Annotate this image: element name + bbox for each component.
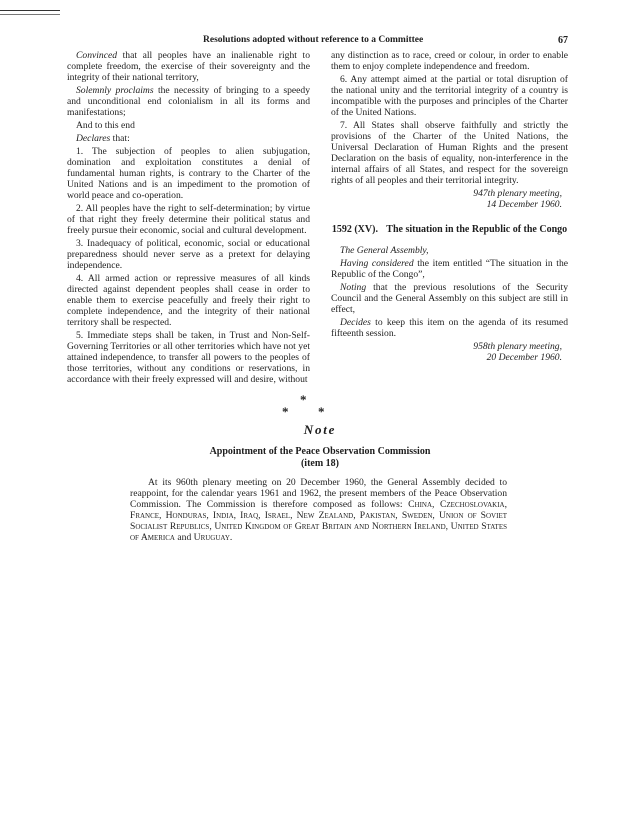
resolution-number: 1592 (XV). bbox=[331, 224, 378, 235]
declaration-item-7: 7. All States shall observe faithfully and strictly the provisions of the Charter of the United Nations, the Universal Declaration of Human Rights and the present Declaration on the basis of equality, non-interference in the internal affairs of all States, and respect for the sovereign rights of all peoples and their territorial integrity. bbox=[331, 120, 568, 186]
paragraph-proclaims bbox=[67, 85, 310, 118]
item-5-continuation: any distinction as to race, creed or colour, in order to enable them to enjoy complete independence and freedom. bbox=[331, 50, 568, 72]
lead-convinced: Convinced bbox=[76, 50, 118, 61]
resolution-title: The situation in the Republic of the Congo bbox=[386, 224, 568, 235]
note-title: Note bbox=[303, 422, 337, 437]
separator-star: * bbox=[300, 392, 307, 407]
member-list: China, Czechoslovakia, France, Honduras, India, Iraq, Israel, New Zealand, Pakistan, Sweden, Union of Soviet Socialist Republics, United Kingdom of Great Britain and Northern Ireland, United States of America bbox=[130, 499, 507, 543]
paragraph-decides bbox=[331, 317, 568, 339]
top-rule-secondary bbox=[0, 14, 60, 15]
text-having: the item entitled “The situation in the Republic of the Congo”, bbox=[331, 257, 568, 280]
appointment-end: . bbox=[229, 532, 233, 543]
paragraph-having bbox=[331, 258, 568, 280]
section-separator bbox=[270, 392, 340, 421]
declaration-item-2: 2. All peoples have the right to self-determination; by virtue of that right they freely determine their political status and freely pursue their economic, social and cultural development. bbox=[67, 203, 310, 236]
left-column bbox=[67, 50, 310, 387]
resolution-1592-heading bbox=[331, 224, 568, 236]
top-rule bbox=[0, 10, 60, 11]
declaration-item-1: 1. The subjection of peoples to alien subjugation, domination and exploitation constitutes a denial of fundamental human rights, is contrary to the Charter of the United Nations and is an impediment to the promotion of world peace and co-operation. bbox=[67, 146, 310, 201]
separator-star: * bbox=[318, 404, 325, 419]
text-decides: to keep this item on the agenda of its resumed fifteenth session. bbox=[331, 316, 568, 339]
signature-958 bbox=[331, 341, 562, 363]
sig-947-meeting: 947th plenary meeting, bbox=[473, 188, 562, 199]
lead-having: Having considered bbox=[340, 257, 414, 269]
paragraph-to-this-end: And to this end bbox=[76, 120, 135, 131]
right-column bbox=[331, 50, 568, 365]
running-header: Resolutions adopted without reference to a Committee bbox=[203, 35, 424, 45]
and-word: and bbox=[174, 532, 194, 543]
text-convinced: that all peoples have an inalienable right to complete freedom, the exercise of their sovereignty and the integrity of their national territory, bbox=[67, 50, 310, 83]
sig-947-date: 14 December 1960. bbox=[486, 199, 562, 210]
sig-958-meeting: 958th plenary meeting, bbox=[473, 340, 562, 352]
sig-958-date: 20 December 1960. bbox=[486, 351, 562, 363]
signature-947 bbox=[331, 188, 562, 210]
lead-declares: Declares bbox=[76, 133, 111, 144]
paragraph-general-assembly bbox=[331, 245, 568, 256]
paragraph-declares bbox=[67, 133, 310, 144]
declaration-item-5: 5. Immediate steps shall be taken, in Trust and Non-Self-Governing Territories or all other territories which have not yet attained independence, to transfer all powers to the peoples of those territories, without any conditions or reservations, in accordance with their freely expressed will and desire, without bbox=[67, 330, 310, 385]
separator-star: * bbox=[282, 404, 289, 419]
lead-noting: Noting bbox=[340, 281, 367, 293]
general-assembly-label: The General Assembly, bbox=[340, 244, 429, 256]
text-declares: that: bbox=[110, 133, 130, 144]
lead-decides: Decides bbox=[340, 316, 371, 328]
appointment-title: Appointment of the Peace Observation Commission bbox=[209, 446, 431, 457]
page-number: 67 bbox=[558, 35, 568, 46]
lead-proclaims: Solemnly proclaims bbox=[76, 85, 154, 96]
text-noting: that the previous resolutions of the Security Council and the General Assembly on this subject are still in effect, bbox=[331, 281, 568, 315]
text-proclaims: the necessity of bringing to a speedy and unconditional end colonialism in all its forms and manifestations; bbox=[67, 85, 310, 118]
appointment-body bbox=[130, 477, 507, 543]
appointment-paragraph bbox=[130, 477, 507, 543]
last-member: Uruguay bbox=[193, 532, 230, 543]
declaration-item-6: 6. Any attempt aimed at the partial or total disruption of the national unity and the territorial integrity of a country is incompatible with the purposes and principles of the Charter of the United Nations. bbox=[331, 74, 568, 118]
appointment-item: (item 18) bbox=[300, 458, 340, 469]
declaration-item-3: 3. Inadequacy of political, economic, social or educational preparedness should never serve as a pretext for delaying independence. bbox=[67, 238, 310, 271]
appointment-text: At its 960th plenary meeting on 20 December 1960, the General Assembly decided to reappoint, for the calendar years 1961 and 1962, the present members of the Peace Observation Commission. The Commission is therefore composed as follows: bbox=[130, 477, 507, 510]
appointment-heading bbox=[180, 446, 460, 470]
paragraph-noting bbox=[331, 282, 568, 315]
declaration-item-4: 4. All armed action or repressive measures of all kinds directed against dependent peoples shall cease in order to enable them to exercise peacefully and freely their right to complete independence, and the integrity of their national territory shall be respected. bbox=[67, 273, 310, 328]
paragraph-convinced bbox=[67, 50, 310, 83]
